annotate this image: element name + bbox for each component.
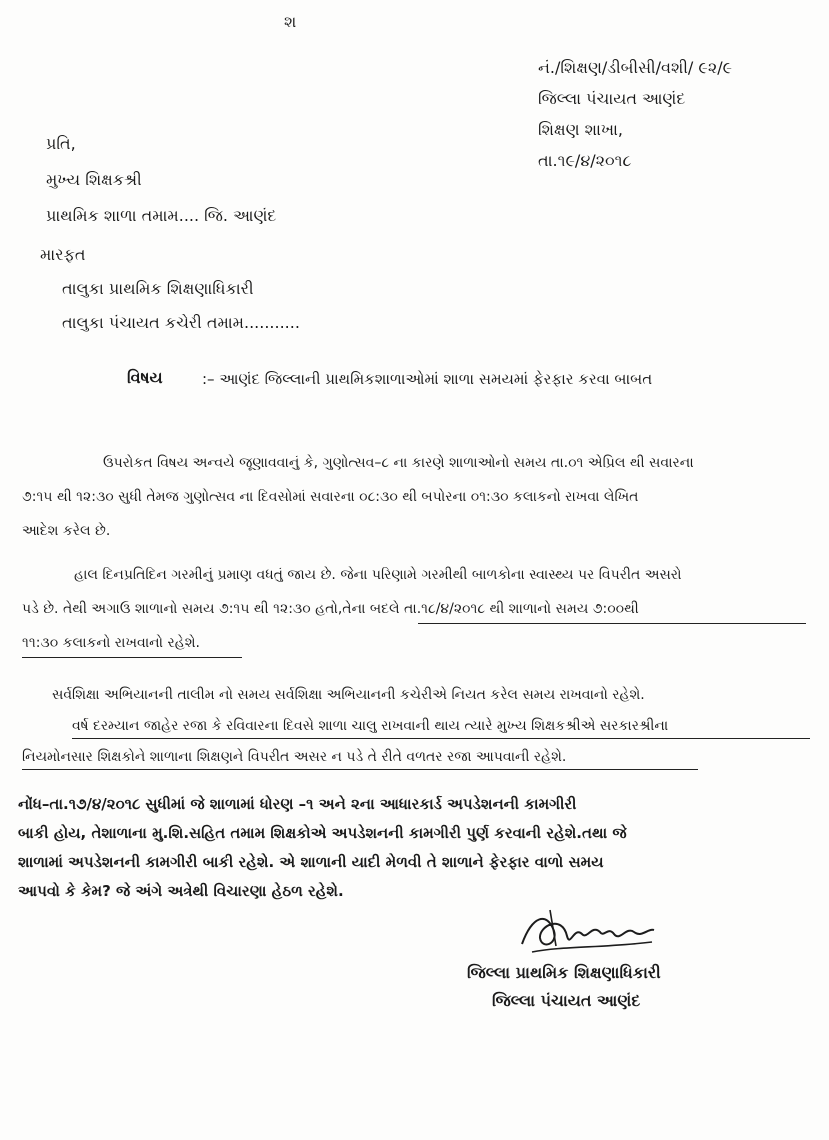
note-line1: નોંધ–તા.૧૭/૪/૨૦૧૮ સુધીમાં જે શાળામાં ધોરણ –૧ અને ૨ના આધારકાર્ડ અપડેશનની કામગીરી — [18, 795, 577, 813]
para4-underline-1 — [72, 738, 810, 739]
via-block — [40, 238, 300, 340]
signature — [512, 906, 662, 961]
via-line2: તાલુકા પંચાયત કચેરી તમામ........... — [62, 313, 300, 332]
reference-office: જિલ્લા પંચાયત આણંદ — [538, 89, 686, 108]
para1-line2: ૭:૧૫ થી ૧૨:૩૦ સુધી તેમજ ગુણોત્સવ ના દિવસોમાં સવારના ૦૮:૩૦ થી બપોરના ૦૧:૩૦ કલાકનો રાખવા લેખિત — [22, 489, 639, 505]
para2-line3: ૧૧:૩૦ કલાકનો રાખવાનો રહેશે. — [22, 635, 200, 651]
reference-block — [538, 52, 732, 176]
signatory-title: જિલ્લા પ્રાથમિક શિક્ષણાધિકારી — [467, 963, 661, 982]
recipient-prati: પ્રતિ, — [46, 134, 76, 153]
recipient-line1: મુખ્ય શિક્ષકશ્રી — [46, 170, 142, 189]
via-label: મારફત — [40, 245, 86, 264]
via-line1: તાલુકા પ્રાથમિક શિક્ષણાધિકારી — [62, 279, 254, 298]
recipient-line2: પ્રાથમિક શાળા તમામ.... જિ. આણંદ — [46, 206, 277, 225]
reference-date: તા.૧૯/૪/૨૦૧૮ — [538, 151, 632, 170]
para4-line2: નિયમોનસાર શિક્ષકોને શાળાના શિક્ષણને વિપરીત અસર ન પડે તે રીતે વળતર રજા આપવાની રહેશે. — [22, 749, 567, 765]
recipient-block — [46, 126, 276, 234]
reference-number: નં./શિક્ષણ/ડીબીસી/વશી/ ૯૨/૯ — [538, 58, 733, 77]
para1-line1: ઉપરોકત વિષય અન્વયે જૂણાવવાનું કે, ગુણોત્સવ–૮ ના કારણે શાળાઓનો સમય તા.૦૧ એપ્રિલ થી સવારના — [103, 455, 694, 471]
para4-underline-2 — [22, 769, 698, 770]
subject-text: :– આણંદ જિલ્લાની પ્રાથમિકશાળાઓમાં શાળા સમયમાં ફેરફાર કરવા બાબત — [202, 370, 653, 388]
reference-branch: શિક્ષણ શાખા, — [538, 120, 624, 139]
para2-line1: હાલ દિનપ્રતિદિન ગરમીનું પ્રમાણ વધતું જાય છે. જેના પરિણામે ગરમીથી બાળકોના સ્વાસ્થ્ય પર વિપરીત અસરો — [74, 567, 682, 583]
top-mark: શ — [284, 12, 297, 31]
note-line3: શાળામાં અપડેશનની કામગીરી બાકી રહેશે. એ શાળાની યાદી મેળવી તે શાળાને ફેરફાર વાળો સમય — [18, 853, 604, 871]
para3-line1: સર્વશિક્ષા અભિયાનની તાલીમ નો સમય સર્વશિક્ષા અભિયાનની કચેરીએ નિયત કરેલ સમય રાખવાનો રહેશે. — [52, 687, 645, 703]
subject-label: વિષય — [127, 368, 163, 387]
note-line4: આપવો કે કેમ? જે અંગે અત્રેથી વિચારણા હેઠળ રહેશે. — [18, 882, 344, 900]
para2-underline-2 — [22, 657, 242, 658]
para1-line3: આદેશ કરેલ છે. — [22, 523, 111, 539]
para2-line2: પડે છે. તેથી અગાઉ શાળાનો સમય ૭:૧૫ થી ૧૨:૩૦ હતો,તેના બદલે તા.૧૮/૪/૨૦૧૮ થી શાળાનો સમય ૭:૦૦થી — [22, 601, 639, 617]
note-line2: બાકી હોય, તેશાળાના મુ.શિ.સહિત તમામ શિક્ષકોએ અપડેશનની કામગીરી પુર્ણ કરવાની રહેશે.તથા જે — [18, 824, 627, 842]
signatory-office: જિલ્લા પંચાયત આણંદ — [492, 991, 641, 1010]
para2-underline-1 — [418, 623, 806, 624]
para4-line1: વર્ષ દરમ્યાન જાહેર રજા કે રવિવારના દિવસે શાળા ચાલુ રાખવાની થાય ત્યારે મુખ્ય શિક્ષકશ્રીએ સરકારશ્રીના — [72, 718, 669, 734]
